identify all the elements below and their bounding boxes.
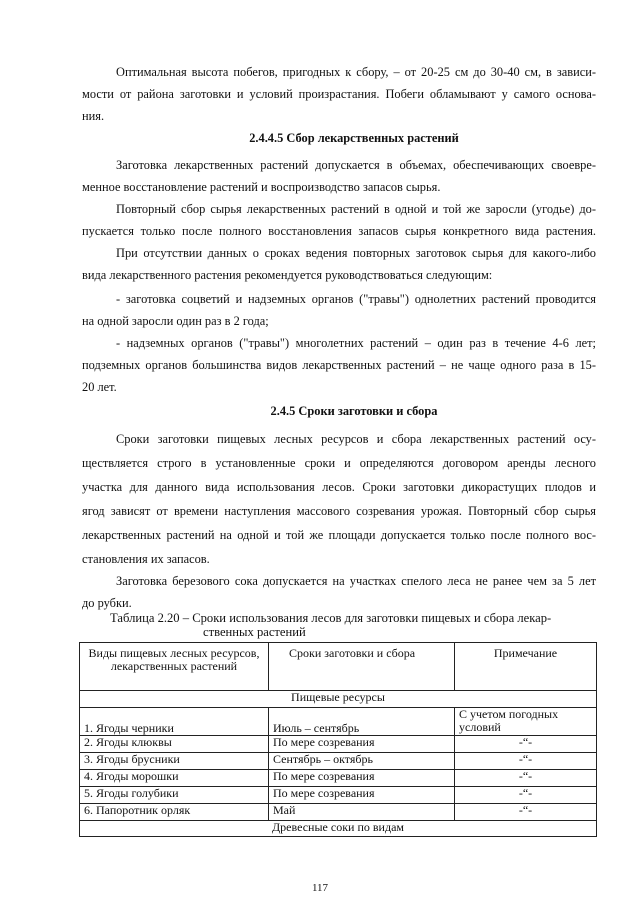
table-cell-term: По мере созревания [269,770,455,787]
table-section-row [80,821,597,837]
table-cell-note: -“- [455,753,597,770]
paragraph-1-line-1: Оптимальная высота побегов, пригодных к сбору, – от 20-25 см до 30-40 см, в зависи- [116,65,596,79]
paragraph-8-line-1: Заготовка березового сока допускается на участках спелого леса не ранее чем за 5 лет [116,574,596,588]
table-cell-note: -“- [455,787,597,804]
table-row [80,770,597,787]
paragraph-6-line-3: 20 лет. [82,380,117,394]
table-caption [110,611,580,639]
table-header-resources: Виды пищевых лесных ресурсов, лекарственных растений [80,643,269,691]
table-cell-resource: 3. Ягоды брусники [80,753,269,770]
table-header-row [80,643,597,691]
table-row [80,787,597,804]
paragraph-7-line-5: лекарственных растений на одной и той же площади допускается только после полного вос- [82,528,596,542]
paragraph-6-line-2: подземных органов большинства видов лекарственных растений – не чаще одного раза в 15- [82,358,596,372]
table-caption-line-1: Таблица 2.20 – Сроки использования лесов для заготовки пищевых и сбора лекар- [110,611,552,625]
paragraph-4-line-2: вида лекарственного растения рекомендуется руководствоваться следующим: [82,268,493,282]
paragraph-2-line-1: Заготовка лекарственных растений допускается в объемах, обеспечивающих своевре- [116,158,596,172]
section-heading-2-4-4-5: 2.4.4.5 Сбор лекарственных растений [249,131,459,145]
table-cell-term: Июль – сентябрь [269,708,455,736]
table-cell-resource: 1. Ягоды черники [80,708,269,736]
table-cell-note: -“- [455,804,597,821]
table-section-tree-sap: Древесные соки по видам [80,821,597,837]
paragraph-3-line-1: Повторный сбор сырья лекарственных растений в одной и той же заросли (угодье) до- [116,202,596,216]
table-cell-term: Май [269,804,455,821]
table-row [80,804,597,821]
table-row [80,736,597,753]
table-cell-note: С учетом погодных условий [455,708,597,736]
paragraph-2-line-2: менное восстановление растений и воспроизводство запасов сырья. [82,180,441,194]
paragraph-7-line-1: Сроки заготовки пищевых лесных ресурсов и сбора лекарственных растений осу- [116,432,596,446]
table-cell-note: -“- [455,736,597,753]
section-heading-2-4-5: 2.4.5 Сроки заготовки и сбора [270,404,438,418]
table-row [80,753,597,770]
table-caption-line-2: ственных растений [203,625,306,639]
page-number: 117 [311,882,329,894]
paragraph-3-line-2: пускается только после полного восстановления запасов сырья конкретного вида растения. [82,224,596,238]
table-section-food-resources: Пищевые ресурсы [80,691,597,708]
harvest-terms-table [79,642,597,837]
table-cell-resource: 5. Ягоды голубики [80,787,269,804]
table-cell-note: -“- [455,770,597,787]
table-cell-resource: 2. Ягоды клюквы [80,736,269,753]
paragraph-5-line-2: на одной заросли один раз в 2 года; [82,314,269,328]
paragraph-8-line-2: до рубки. [82,596,132,610]
paragraph-1-line-3: ния. [82,109,105,123]
paragraph-7-line-3: участка для данного вида использования лесов. Сроки заготовки дикорастущих плодов и [82,480,596,494]
table-cell-term: По мере созревания [269,736,455,753]
table-cell-resource: 4. Ягоды морошки [80,770,269,787]
table-cell-term: Сентябрь – октябрь [269,753,455,770]
table-header-terms: Сроки заготовки и сбора [269,643,455,691]
paragraph-1-line-2: мости от района заготовки и условий произрастания. Побеги обламывают у самого основа- [82,87,596,101]
table-row [80,708,597,736]
paragraph-7-line-2: ществляется строго в установленные сроки и определяются договором аренды лесного [82,456,596,470]
table-cell-resource: 6. Папоротник орляк [80,804,269,821]
paragraph-4-line-1: При отсутствии данных о сроках ведения повторных заготовок сырья для какого-либо [116,246,596,260]
table-section-row [80,691,597,708]
paragraph-6-line-1: - надземных органов ("травы") многолетних растений – один раз в течение 4-6 лет; [116,336,596,350]
paragraph-5-line-1: - заготовка соцветий и надземных органов ("травы") однолетних растений проводится [116,292,596,306]
table-header-note: Примечание [455,643,597,691]
paragraph-7-line-4: ягод зависят от времени наступления массового созревания урожая. Повторный сбор сырья [82,504,596,518]
table-cell-term: По мере созревания [269,787,455,804]
paragraph-7-line-6: становления их запасов. [82,552,210,566]
